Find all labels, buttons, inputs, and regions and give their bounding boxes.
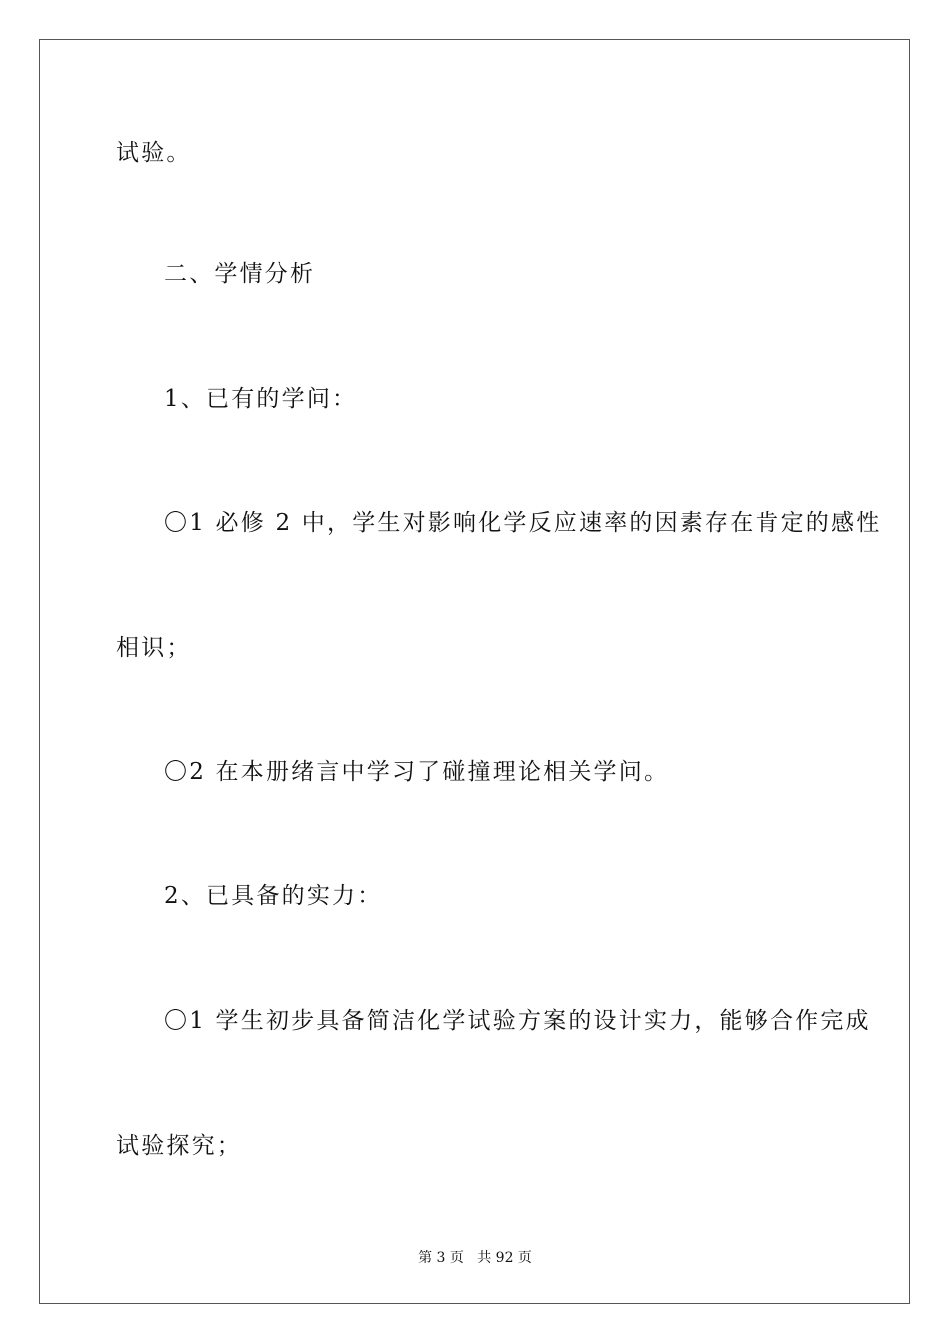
- text-line-6: 〇2 在本册绪言中学习了碰撞理论相关学问。: [164, 759, 670, 785]
- page-footer: 第 3 页 共 92 页: [418, 1250, 532, 1266]
- text-line-9: 试验探究；: [116, 1133, 242, 1159]
- page-border: [39, 39, 910, 1304]
- text-line-1: 试验。: [116, 140, 192, 166]
- subheading-existing-knowledge: 1、已有的学问：: [164, 386, 358, 412]
- text-line-8: 〇1 学生初步具备简洁化学试验方案的设计实力，能够合作完成: [164, 1008, 871, 1034]
- text-line-4: 〇1 必修 2 中，学生对影响化学反应速率的因素存在肯定的感性: [164, 510, 882, 536]
- section-heading-learning-analysis: 二、学情分析: [164, 261, 316, 287]
- text-line-5: 相识；: [116, 635, 192, 661]
- subheading-existing-ability: 2、已具备的实力：: [164, 883, 383, 909]
